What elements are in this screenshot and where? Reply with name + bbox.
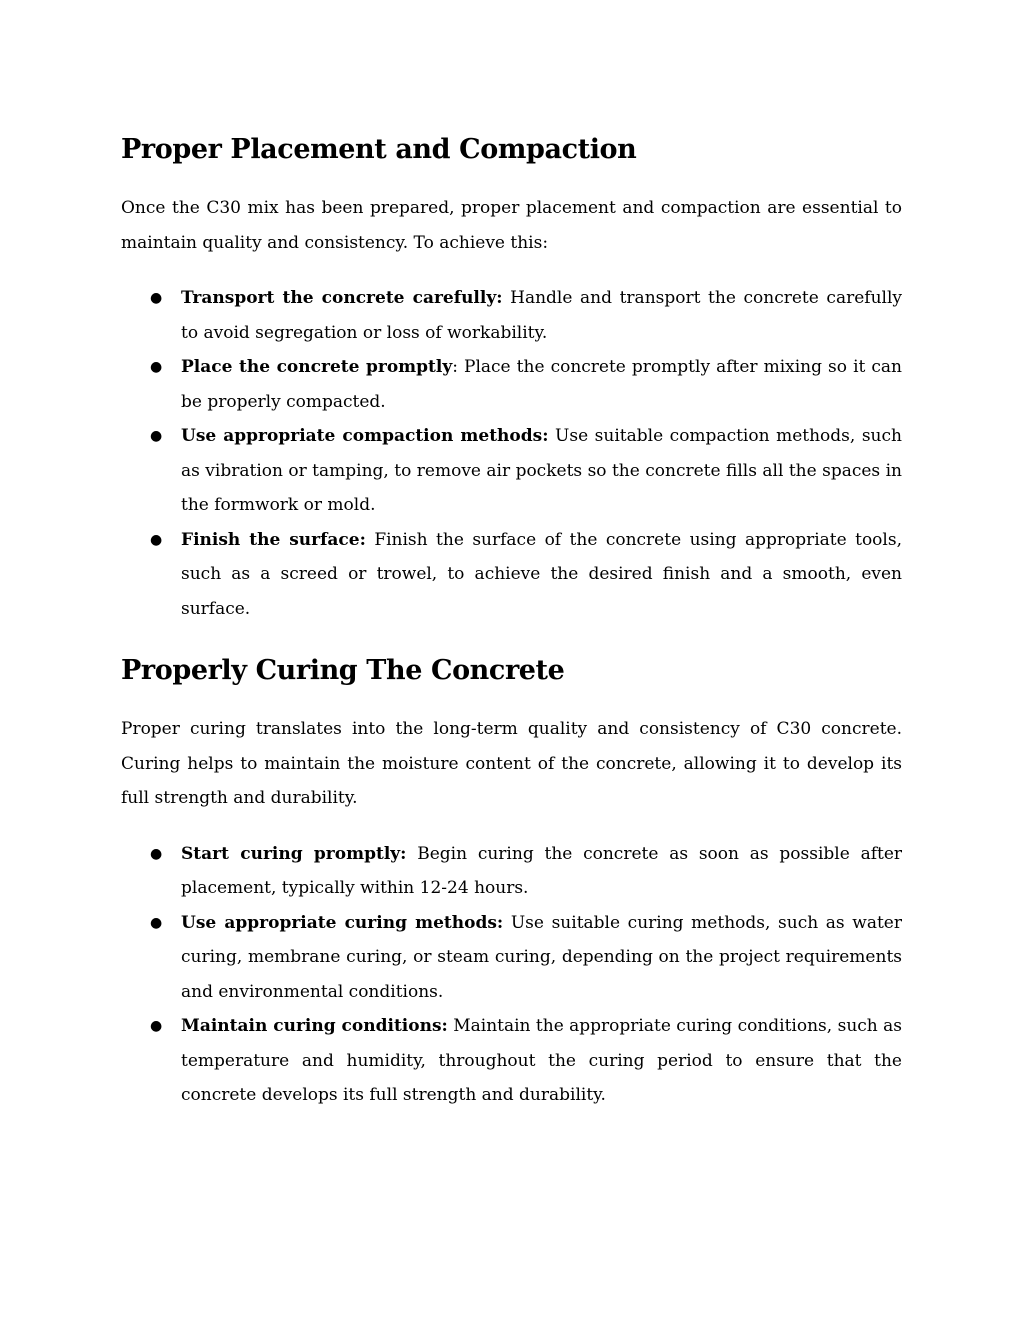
list-item-term: Use appropriate compaction methods:: [181, 426, 549, 446]
intro-paragraph-placement: Once the C30 mix has been prepared, proper placement and compaction are essential to maintain quality and consistency. To achieve this:: [121, 198, 902, 253]
list-item-term: Finish the surface:: [181, 529, 366, 550]
list-item-text: Finish the surface of the concrete using appropriate tools, such as a screed or trowel, to achieve the desired finish and a smooth, even surface.: [181, 529, 902, 619]
bullet-icon: ●: [150, 845, 163, 862]
placement-bullet-list: [121, 281, 902, 626]
intro-paragraph-curing: Proper curing translates into the long-term quality and consistency of C30 concrete. Curing helps to maintain the moisture content of the concrete, allowing it to develop its full strength and durability.: [121, 719, 902, 808]
document-page: [121, 128, 902, 1113]
list-item-text: Begin curing the concrete as soon as possible after placement, typically within 12-24 hours.: [181, 843, 903, 898]
section-heading-placement: Proper Placement and Compaction: [121, 134, 637, 165]
list-item: [150, 281, 902, 350]
list-item-text: Use suitable curing methods, such as water curing, membrane curing, or steam curing, depending on the project requirements and environmental conditions.: [181, 912, 902, 1002]
list-item: [150, 1009, 903, 1113]
bullet-icon: ●: [150, 359, 163, 375]
bullet-icon: ●: [150, 428, 163, 444]
list-item-term: Use appropriate curing methods:: [181, 912, 504, 933]
list-item-text: : Place the concrete promptly after mixing so it can be properly compacted.: [181, 357, 902, 412]
bullet-icon: ●: [150, 1018, 163, 1034]
list-item-text: Use suitable compaction methods, such as vibration or tamping, to remove air pockets so the concrete fills all the spaces in the formwork or mold.: [181, 426, 902, 515]
list-item-term: Maintain curing conditions:: [181, 1016, 448, 1036]
curing-bullet-list: [121, 837, 902, 1113]
bullet-icon: ●: [150, 914, 163, 931]
list-item-text: Maintain the appropriate curing conditions, such as temperature and humidity, throughout the curing period to ensure that the concrete develops its full strength and durability.: [181, 1016, 903, 1105]
list-item: [150, 837, 903, 906]
list-item: [150, 350, 902, 419]
section-heading-curing: Properly Curing The Concrete: [121, 655, 565, 686]
bullet-icon: ●: [150, 531, 163, 548]
list-item-term: Transport the concrete carefully:: [181, 288, 503, 308]
list-item: [150, 419, 902, 523]
bullet-icon: ●: [150, 290, 163, 306]
list-item-term: Start curing promptly:: [181, 843, 407, 864]
list-item-text: Handle and transport the concrete carefully to avoid segregation or loss of workability.: [181, 288, 902, 343]
list-item: [150, 523, 902, 627]
list-item: [150, 906, 902, 1010]
list-item-term: Place the concrete promptly: [181, 357, 453, 377]
